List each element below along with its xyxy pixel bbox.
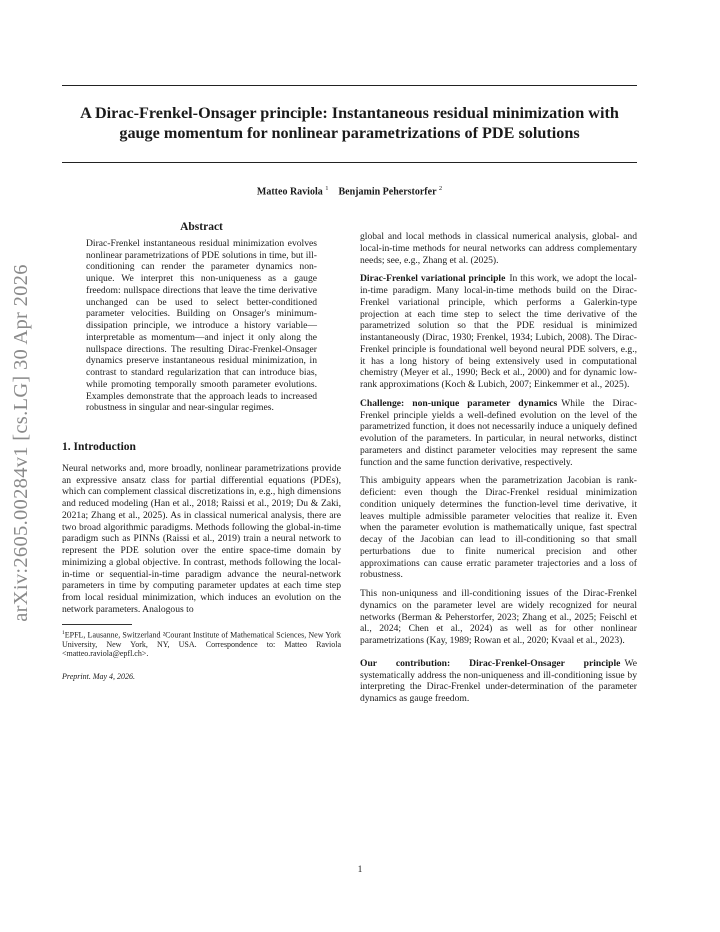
paragraph-text: In this work, we adopt the local-in-time paradigm. Many local-in-time methods build on the Dirac-Frenkel variational principle, which performs a Galerkin-type projection at each time step to select the time derivative of the parametrized solution so that the PDE residual is minimized instantaneously (Dirac, 1930; Frenkel, 1934; Lubich, 2008). The Dirac-Frenkel principle is foundational well beyond neural PDE solvers, e.g., it has a long history of being extensively used in computational chemistry (Meyer et al., 1990; Beck et al., 2000) and for dynamic low-rank approximations (Koch & Lubich, 2007; Einkemmer et al., 2025). [360, 273, 637, 390]
left-column [62, 222, 341, 682]
paper-title: A Dirac-Frenkel-Onsager principle: Instantaneous residual minimization with gauge momentum for nonlinear parametrizations of PDE solutions [80, 104, 619, 142]
abstract-heading: Abstract [180, 221, 223, 233]
footnote-rule [62, 624, 132, 625]
title-bottom-rule [62, 162, 637, 163]
author-affiliation-marker: 1 [325, 185, 329, 192]
paragraph-contribution [360, 658, 637, 705]
continuation-paragraph: global and local methods in classical numerical analysis, global- and local-in-time methods for neural networks can address complementary needs; see, e.g., Zhang et al. (2025). [360, 231, 637, 266]
footnote-text: EPFL, Lausanne, Switzerland ²Courant Institute of Mathematical Sciences, New York University, New York, NY, USA. Correspondence to: Matteo Raviola <matteo.raviola@epfl.ch>. [62, 630, 341, 659]
paragraph-text: While the Dirac-Frenkel principle yields a well-defined evolution on the level of the parametrized function, it does not necessarily induce a uniquely defined evolution of the parameters. In particular, in neural networks, distinct parameters and distinct parameter velocities may represent the same function and the same function derivative, respectively. [360, 397, 637, 468]
paragraph-challenge [360, 398, 637, 469]
author-affiliation-marker: 2 [438, 185, 443, 192]
right-column [360, 231, 637, 712]
footnote-marker: 1 [62, 629, 65, 636]
author-list [62, 185, 637, 197]
affiliation-footnote [62, 629, 341, 659]
introduction-paragraph: Neural networks and, more broadly, nonlinear parametrizations provide an expressive ansatz class for partial differential equations (PDEs), which can complement classical discretizations in, e.g., high dimensions and reduced modeling (Han et al., 2018; Raissi et al., 2019; Du & Zaki, 2021a; Zhang et al., 2025). As in classical numerical analysis, there are two broad algorithmic paradigms. Methods following the global-in-time paradigm such as PINNs (Raissi et al., 2019) train a neural network to represent the PDE solution over the entire space-time domain by minimizing a global objective. In contrast, methods following the local-in-time or sequential-in-time paradigm advance the neural-network parameters in time by computing parameter updates at each time step from local residual minimization, which induces an evolution on the network parameters. Analogous to [62, 462, 341, 615]
run-in-heading: Our contribution: Dirac-Frenkel-Onsager principle [360, 657, 621, 669]
section-heading-introduction: 1. Introduction [62, 441, 136, 453]
page-number: 1 [357, 865, 363, 875]
author-name: Benjamin Peherstorfer [338, 186, 437, 198]
author-name: Matteo Raviola [256, 186, 323, 198]
preprint-date-note: Preprint. May 4, 2026. [62, 671, 136, 681]
abstract-text: Dirac-Frenkel instantaneous residual minimization evolves nonlinear parametrizations of PDE solutions in time, but ill-conditioning can render the parameter dynamics non-unique. We interpret this non-uniqueness as a gauge freedom: nullspace directions that leave the time derivative unchanged can be used to select better-conditioned parameter velocities. Building on Onsager's minimum-dissipation principle, we introduce a history variable—interpretable as momentum—and inject it only along the nullspace directions. The resulting Dirac-Frenkel-Onsager dynamics preserve instantaneous residual minimization, in contrast to standard regularization that can introduce bias, while promoting temporally smooth parameter evolutions. Examples demonstrate that the approach leads to increased robustness in singular and near-singular regimes. [86, 237, 317, 414]
run-in-heading: Challenge: non-unique parameter dynamics [360, 397, 558, 409]
paragraph-text: We systematically address the non-uniqueness and ill-conditioning issue by interpreting the Dirac-Frenkel under-determination of the parameter dynamics as gauge freedom. [360, 657, 637, 704]
paragraph-ambiguity: This ambiguity appears when the parametrization Jacobian is rank-deficient: even though the Dirac-Frenkel residual minimization condition uniquely determines the function-level time derivative, it leaves multiple admissible parameter velocities that realize it. Even when the parameter evolution is mathematically unique, fast spectral decay of the Jacobian can lead to ill-conditioning so that small perturbations due to finite numerical precision and other approximations can cause erratic parameter trajectories and a loss of robustness. [360, 475, 637, 581]
title-top-rule [62, 85, 637, 86]
run-in-heading: Dirac-Frenkel variational principle [360, 273, 506, 285]
arxiv-identifier-stamp: arXiv:2605.00284v1 [cs.LG] 30 Apr 2026 [10, 264, 32, 622]
paragraph-non-uniqueness: This non-uniquness and ill-conditioning issues of the Dirac-Frenkel dynamics on the parameter level are widely recognized for neural networks (Berman & Peherstorfer, 2023; Zhang et al., 2025; Feischl et al., 2024; Chen et al., 2024) as well as for other nonlinear parametrizations (Kay, 1989; Rowan et al., 2020; Kvaal et al., 2023). [360, 588, 637, 646]
paragraph-dirac-frenkel-principle [360, 273, 637, 391]
